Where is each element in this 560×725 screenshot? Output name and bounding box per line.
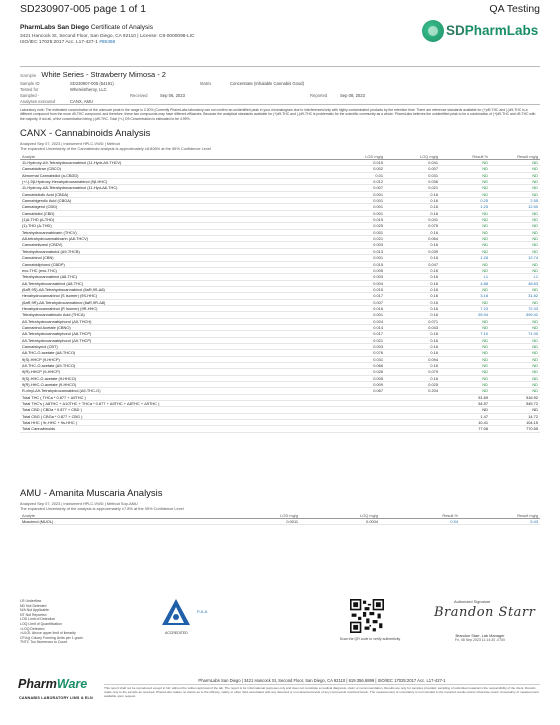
value-cell: 3.18 [440, 293, 490, 299]
value-cell: 2.55 [490, 198, 540, 204]
value-cell: ND [440, 324, 490, 330]
value-cell: ND [440, 363, 490, 369]
value-cell: ND [490, 369, 540, 375]
value-cell: ND [440, 369, 490, 375]
value-cell: 0.066 [330, 363, 385, 369]
column-header: Result mg/g [490, 155, 540, 160]
value-cell: 516.92 [490, 394, 540, 400]
value-cell: 0.031 [385, 172, 440, 178]
value-cell: ND [490, 191, 540, 197]
value-cell: 104.15 [490, 420, 540, 426]
column-header: LOD mg/g [220, 514, 300, 519]
value-cell: 0.16 [385, 204, 440, 210]
value-cell: ND [490, 185, 540, 191]
value-cell: ND [440, 229, 490, 235]
sample-title [20, 70, 166, 79]
value-cell: ND [490, 160, 540, 166]
value-cell: 0.024 [330, 318, 385, 324]
value-cell: ND [440, 248, 490, 254]
value-cell: 0.047 [385, 261, 440, 267]
qr-code-icon[interactable] [350, 599, 384, 633]
value-cell: 0.16 [385, 331, 440, 337]
value-cell: 0.076 [330, 350, 385, 356]
pharmware-logo [18, 674, 102, 714]
value-cell: 0.015 [330, 217, 385, 223]
value-cell: ND [440, 375, 490, 381]
value-cell: ND [440, 210, 490, 216]
value-cell: ND [490, 210, 540, 216]
value-cell: 77.06 [440, 426, 490, 432]
value-cell: ND [490, 299, 540, 305]
value-cell [385, 426, 440, 432]
value-cell: 0.031 [330, 356, 385, 362]
value-cell: ND [440, 160, 490, 166]
value-cell: 0.064 [385, 236, 440, 242]
footer-area [20, 597, 540, 657]
value-cell: 0.16 [385, 267, 440, 273]
value-cell: ND [490, 166, 540, 172]
analyte-cell: Δ9-Tetrahydrocannabiphorol (Δ9-THCP) [20, 337, 330, 343]
analyte-cell: Δ8-THC-O-acetate (Δ8-THCO) [20, 350, 330, 356]
logo-wordmark: SDPharmLabs [446, 23, 539, 38]
legend-item: NT Not Reported [20, 612, 47, 617]
iso-link[interactable]: #85368 [99, 39, 116, 45]
value-cell: ND [490, 236, 540, 242]
value-cell: ND [490, 407, 540, 413]
header-divider [20, 66, 540, 67]
analyte-cell: Cannabidiphorol (CBDP) [20, 261, 330, 267]
value-cell: 31.82 [490, 293, 540, 299]
document-id: SD230907-005 page 1 of 1 [20, 3, 147, 15]
analyte-cell: 9(S)-HHC-O-acetate (9-HHCO) [20, 375, 330, 381]
meta-row: Sample ID SD230907-005 (54191) Matrix Concentrate (Inhalable Cannabis Good) [20, 80, 305, 86]
column-header: Analyte [20, 514, 220, 519]
value-cell: 48.83 [490, 280, 540, 286]
value-cell: ND [490, 229, 540, 235]
value-cell: ND [440, 267, 490, 273]
value-cell: 7.10 [440, 331, 490, 337]
value-cell: 72.33 [490, 305, 540, 311]
analyte-cell: Tetrahydrocannabutol (Δ9-THCB) [20, 248, 330, 254]
analyte-cell: (1)-THD (Δ-THD) [20, 223, 330, 229]
value-cell: 0.16 [385, 305, 440, 311]
value-cell: 0.003 [330, 242, 385, 248]
value-cell: ND [440, 350, 490, 356]
column-header: Result % [440, 155, 490, 160]
value-cell: 0.002 [330, 166, 385, 172]
column-header: LOQ mg/g [300, 514, 380, 519]
value-cell: ND [440, 388, 490, 394]
value-cell: 12.50 [490, 204, 540, 210]
value-cell: 0.204 [385, 388, 440, 394]
column-header: LOD mg/g [330, 155, 385, 160]
value-cell: ND [490, 267, 540, 273]
signature: Brandon Starr [434, 605, 536, 620]
column-header: Analyte [20, 155, 330, 160]
table-row [20, 519, 540, 525]
value-cell: 0.25 [440, 198, 490, 204]
value-cell: 4.88 [440, 280, 490, 286]
analyte-cell: (6aR,9S)-Δ8-Tetrahydrocannabinol (6aR,9S-Δ8) [20, 286, 330, 292]
value-cell: 51.69 [440, 394, 490, 400]
analyte-cell: 9(R)-HHCP (9-HHCP) [20, 369, 330, 375]
value-cell: ND [440, 185, 490, 191]
value-cell: 0.017 [330, 331, 385, 337]
value-cell: 0.16 [385, 375, 440, 381]
logo-mark-icon [422, 20, 444, 42]
pharmware-wordmark: PharmWare [18, 677, 88, 691]
pjla-accreditation-icon [160, 597, 192, 629]
value-cell: ND [490, 324, 540, 330]
value-cell: 0.005 [330, 375, 385, 381]
legend-item: LOQ Limit of Quantification [20, 622, 63, 627]
analyte-cell: 9(S)-HHCP (9-HHCP) [20, 356, 330, 362]
analyte-cell: Muscimol (MUOL) [20, 519, 220, 525]
pjla-accredited: ACCREDITED [165, 631, 188, 635]
analyte-cell: Cannabigerol (CBG) [20, 204, 330, 210]
value-cell: 0.015 [330, 286, 385, 292]
pjla-label: P.JLA [197, 609, 208, 614]
value-cell: 7.23 [440, 305, 490, 311]
value-cell: 0.16 [385, 242, 440, 248]
amu-title: AMU - Amanita Muscaria Analysis [20, 488, 163, 499]
analyte-cell: (+/-)-9β-Hydroxy-Hexahydrocannabinol (9β-HHC) [20, 179, 330, 185]
value-cell: ND [440, 223, 490, 229]
analyte-cell: Total Cannabinoids [20, 426, 330, 432]
value-cell: 0.007 [330, 185, 385, 191]
value-cell: ND [490, 217, 540, 223]
pharmware-subtitle: CANNABIS LABORATORY LIMS & ELN [19, 696, 93, 700]
value-cell: ND [440, 343, 490, 349]
abbreviation-legend [20, 599, 83, 645]
value-cell: ND [440, 286, 490, 292]
value-cell: 0.015 [330, 160, 385, 166]
value-cell: 0.025 [385, 382, 440, 388]
value-cell: 54.57 [440, 401, 490, 407]
value-cell: 1.25 [440, 204, 490, 210]
value-cell: 0.54 [380, 519, 460, 525]
value-cell: 0.025 [330, 223, 385, 229]
footer-address: PharmLabs San Diego | 3421 Hancock St, Second Floor, San Diego, CA 92110 | 619.356.6899 | ISO/IEC 17025:2017 Acc. L17-427-1 [198, 678, 446, 683]
analyte-cell: Δ8-tetrahydrocannabivarin (Δ8-THCV) [20, 236, 330, 242]
value-cell: ND [440, 179, 490, 185]
address-line: 3421 Hancock St, Second Floor, San Diego, CA 92110 | License: C8-0000098-LIC [20, 34, 195, 39]
value-cell: 0.016 [330, 305, 385, 311]
value-cell: 0.014 [330, 324, 385, 330]
amu-results-table [20, 514, 540, 525]
value-cell: 0.015 [330, 261, 385, 267]
sdpharmlabs-logo [420, 18, 540, 54]
analyte-cell: Total THC ( THCa * 0.877 + Δ9THC ) [20, 394, 330, 400]
value-cell: ND [440, 356, 490, 362]
column-header: Result mg/g [460, 514, 540, 519]
sample-label: Sample [20, 74, 37, 79]
value-cell: ND [490, 343, 540, 349]
analyte-cell: R-vinyl-Δ9-Tetrahydrocannabinol (Δ9-THC-O) [20, 388, 330, 394]
value-cell: 0.001 [330, 255, 385, 261]
legend-item: CFU/g Colony Forming Units per 1 gram [20, 635, 83, 640]
canx-title: CANX - Cannabinoids Analysis [20, 128, 151, 139]
value-cell: ND [440, 407, 490, 413]
analyte-cell: (6aR,9R)-Δ8-Tetrahydrocannabinol (6aR,9R-Δ8) [20, 299, 330, 305]
analyte-cell: Tetrahydrocannabivarin (THCV) [20, 229, 330, 235]
value-cell: 0.094 [385, 356, 440, 362]
column-header: Result % [380, 514, 460, 519]
value-cell: ND [490, 223, 540, 229]
meta-divider [20, 104, 540, 105]
value-cell: 0.043 [385, 324, 440, 330]
value-cell: 0.004 [330, 280, 385, 286]
value-cell: 1.28 [440, 255, 490, 261]
value-cell: 10.41 [440, 420, 490, 426]
value-cell: 0.16 [385, 312, 440, 318]
value-cell: 545.72 [490, 401, 540, 407]
value-cell: L1 [440, 274, 490, 280]
analyte-cell: Cannabidiolic Acid (CBDA) [20, 191, 330, 197]
legend-item: TNTC Too Numerous to Count [20, 640, 68, 645]
analyte-cell: Total CBG ( CBGa * 0.877 + CBG ) [20, 413, 330, 419]
analyte-cell: exo-THC (exo-THC) [20, 267, 330, 273]
value-cell: ND [440, 166, 490, 172]
value-cell: ND [440, 236, 490, 242]
bottom-band [0, 674, 560, 725]
lab-name: PharmLabs San Diego [20, 24, 89, 31]
analyte-cell: 11-Hydroxy-Δ9-Tetrahydrocannabinol (11-Hydr-Δ9-THCV) [20, 160, 330, 166]
lab-header [20, 24, 540, 64]
sample-meta [20, 80, 540, 104]
value-cell: 5.43 [460, 519, 540, 525]
value-cell: ND [490, 375, 540, 381]
value-cell: 0.001 [330, 204, 385, 210]
value-cell: 0.16 [385, 337, 440, 343]
value-cell: 770.55 [490, 426, 540, 432]
value-cell: 0.001 [330, 191, 385, 197]
disclaimer: This report shall not be reproduced except in full, without the written approval of the lab. The report is for informational purposes only and does not constitute a medical diagnosis, claim or recommendation. Results are only for samples provided; sampling of submitted material is the responsibility of the client. Results relate only to the sample as received. PharmLabs makes no claims as to the efficacy, safety or other risks associated with any detected or non-detected levels of any compounds reported herein. The measurement of uncertainty is not included in the reported results unless otherwise noted. Uncertainty of measurement available upon request. [104, 686, 539, 699]
value-cell: 0.001 [330, 210, 385, 216]
analyte-cell: Total THC's ( Δ8THC + Δ10THC + THCa * 0.877 + Δ9THC + Δ8THC + Δ9THC ) [20, 401, 330, 407]
value-cell: 0.021 [385, 185, 440, 191]
signer-name: Brandon Starr, Lab Manager [455, 633, 505, 638]
value-cell: 0.16 [385, 350, 440, 356]
value-cell: ND [490, 382, 540, 388]
total-row [20, 426, 540, 432]
value-cell: 0.16 [385, 229, 440, 235]
value-cell: 0.026 [330, 369, 385, 375]
signature-date: Fri, 08 Sep 2023 11:14:30 -0700 [454, 638, 506, 642]
value-cell: 0.009 [330, 382, 385, 388]
value-cell: 0.01 [330, 172, 385, 178]
analyte-cell: Δ9-Tetrahydrocannabiphorol (Δ9-THCH) [20, 318, 330, 324]
value-cell: ND [490, 337, 540, 343]
sample-name: White Series - Strawberry Mimosa - 2 [41, 70, 166, 79]
legend-item: ND Not Detected [20, 603, 47, 608]
value-cell: 14.72 [490, 413, 540, 419]
value-cell: 0.16 [385, 255, 440, 261]
qa-label: QA Testing [489, 3, 540, 15]
value-cell: 0.003 [330, 343, 385, 349]
legend-item: LOD Limit of Detection [20, 617, 56, 622]
value-cell: 0.16 [385, 280, 440, 286]
analyte-cell: Cannabinol (CBN) [20, 255, 330, 261]
value-cell: 0.0034 [300, 519, 380, 525]
value-cell: 0.16 [385, 293, 440, 299]
authorized-signature-label: Authorized Signature [454, 599, 491, 604]
analyte-cell: Tetrahydrocannabinol (Δ8-THC) [20, 274, 330, 280]
value-cell: 0.012 [330, 179, 385, 185]
analyte-cell: Total CBD ( CBDa * 0.877 + CBD ) [20, 407, 330, 413]
value-cell: 0.041 [385, 217, 440, 223]
analyte-cell: Cannabinol Acetate (CBNO) [20, 324, 330, 330]
value-cell: 0.075 [385, 223, 440, 229]
value-cell: 0.013 [330, 248, 385, 254]
value-cell: ND [490, 350, 540, 356]
value-cell: ND [490, 242, 540, 248]
value-cell: 0.16 [385, 210, 440, 216]
analyte-cell: (1)Δ-THD (Δ-THD) [20, 217, 330, 223]
value-cell: 0.005 [330, 267, 385, 273]
legend-item: <LOQ Detected [20, 626, 45, 631]
column-header: LOQ mg/g [385, 155, 440, 160]
canx-subtitle: Analyzed Sep 07, 2023 | Instrument HPLC-VWD | Method The expanded Uncertainty of the Cannabinoid analysis is approximately ±8.806% at the 95% Confidence Level [20, 141, 211, 152]
value-cell: L1 [490, 274, 540, 280]
value-cell: 0.16 [385, 274, 440, 280]
value-cell: 0.16 [385, 299, 440, 305]
canx-results-table [20, 155, 540, 433]
value-cell: 71.00 [490, 331, 540, 337]
legend-item: >ULOL Above upper limit of linearity [20, 631, 76, 636]
laboratory-note: Laboratory note: The estimated concentration of the unknown peak in the range is 3.30% (Currently PharmLabs laboratory can not confirm an unidentified peak in your chromatogram due to interferences/only with highly contaminated products by the retention time. There are reference standards available for (+)d9-THC and (-)d9-THC is a different compound from the more d9-THC compound, and therefore, these two compounds may have different efficacies. Because the analytical standards available for (+)d9-THC and (-)d9-THC is problematic for the scientific community as a whole. PharmLabs believes the unidentified peak to be a combination of (+)d9-THC and d9-THC with the majority, if not all, of the concentration being (-)d9-THC. Total (+/-) D9 Concentration is estimated to be 4.99%. [20, 108, 536, 121]
value-cell: 0.001 [330, 312, 385, 318]
value-cell: 0.007 [385, 166, 440, 172]
analyte-cell: Total HHC ( 9r-HHC + 9s-HHC ) [20, 420, 330, 426]
value-cell: 0.001 [330, 229, 385, 235]
value-cell: ND [490, 356, 540, 362]
value-cell: ND [440, 172, 490, 178]
analyte-cell: Δ8-Tetrahydrocannabiphorol (Δ8-THCP) [20, 331, 330, 337]
value-cell: ND [440, 191, 490, 197]
analyte-cell: Tetrahydrocannabinolic Acid (THCA) [20, 312, 330, 318]
value-cell: 0.16 [385, 198, 440, 204]
analyte-cell: 11-Hydroxy-Δ8-Tetrahydrocannabinol (11-Hyd-Δ8-THC) [20, 185, 330, 191]
analyte-cell: Abnormal Cannabidiol (a-CBDD) [20, 172, 330, 178]
value-cell: 0.017 [330, 293, 385, 299]
value-cell: 0.001 [330, 198, 385, 204]
analyte-cell: Cannabigerolic Acid (CBGA) [20, 198, 330, 204]
analyte-cell: Cannabicyclol (CBT) [20, 343, 330, 349]
value-cell: ND [490, 286, 540, 292]
value-cell: 0.16 [385, 363, 440, 369]
amu-subtitle: Analyzed Sep 07, 2023 | Instrument HPLC-VWD | Method Sop-AMU The expanded Uncertainty of the analysis is approximately ±7.8% at the 95% Confidence Level [20, 501, 184, 512]
value-cell: ND [490, 388, 540, 394]
iso-line: ISO/IEC 17025:2017 Acc. L17-427-1 #85368 [20, 39, 116, 45]
value-cell: ND [490, 248, 540, 254]
value-cell: ND [440, 261, 490, 267]
value-cell: 0.16 [385, 191, 440, 197]
value-cell: ND [490, 179, 540, 185]
value-cell: 1.47 [440, 413, 490, 419]
analyte-cell: Hexahydrocannabinol (R Isomer) (9R-HHC) [20, 305, 330, 311]
value-cell: 59.94 [440, 312, 490, 318]
value-cell: ND [490, 363, 540, 369]
value-cell: 0.079 [385, 369, 440, 375]
value-cell: 0.0011 [220, 519, 300, 525]
value-cell [330, 426, 385, 432]
analyte-cell: Δ9-THC-O-acetate (Δ9-THCO) [20, 363, 330, 369]
qr-caption: Scan the QR code to verify authenticity [339, 637, 401, 641]
value-cell: 0.003 [330, 274, 385, 280]
value-cell: 0.036 [385, 179, 440, 185]
value-cell: 0.039 [385, 248, 440, 254]
value-cell: ND [440, 242, 490, 248]
meta-row: Analyses executed CANX, AMU [20, 98, 94, 104]
value-cell: 0.007 [330, 299, 385, 305]
value-cell: 0.071 [385, 318, 440, 324]
value-cell: 0.067 [330, 388, 385, 394]
value-cell: ND [440, 299, 490, 305]
value-cell: 0.021 [330, 337, 385, 343]
value-cell: ND [440, 337, 490, 343]
value-cell: 0.16 [385, 286, 440, 292]
legend-item: N/A Not Applicable [20, 608, 49, 613]
value-cell: ND [490, 172, 540, 178]
value-cell: 0.16 [385, 343, 440, 349]
value-cell: ND [440, 217, 490, 223]
meta-row: Tested for Whereistheroy, LLC [20, 86, 107, 92]
value-cell: 0.021 [330, 236, 385, 242]
top-bar [0, 0, 560, 18]
value-cell: 0.041 [385, 160, 440, 166]
analyte-cell: Cannabicitran (CBCO) [20, 166, 330, 172]
value-cell: ND [490, 318, 540, 324]
analyte-cell: Hexahydrocannabinol (S Isomer) (9S-HHC) [20, 293, 330, 299]
value-cell: ND [490, 261, 540, 267]
meta-row: Sampled - Received Sep 06, 2023 Reported Sep 08, 2023 [20, 92, 365, 98]
value-cell: 599.42 [490, 312, 540, 318]
footer-divider [104, 684, 540, 685]
coa-label: Certificate of Analysis [90, 24, 153, 31]
analyte-cell: Δ8-Tetrahydrocannabinol (Δ8-THC) [20, 280, 330, 286]
value-cell: ND [440, 318, 490, 324]
value-cell: ND [440, 382, 490, 388]
value-cell: 12.74 [490, 255, 540, 261]
analyte-cell: Cannabidivarol (CBDV) [20, 242, 330, 248]
analyte-cell: 9(R)-HHC-O-acetate (9-HHCO) [20, 382, 330, 388]
analyte-cell: Cannabidiol (CBD) [20, 210, 330, 216]
legend-item: LR Underflow [20, 599, 42, 603]
